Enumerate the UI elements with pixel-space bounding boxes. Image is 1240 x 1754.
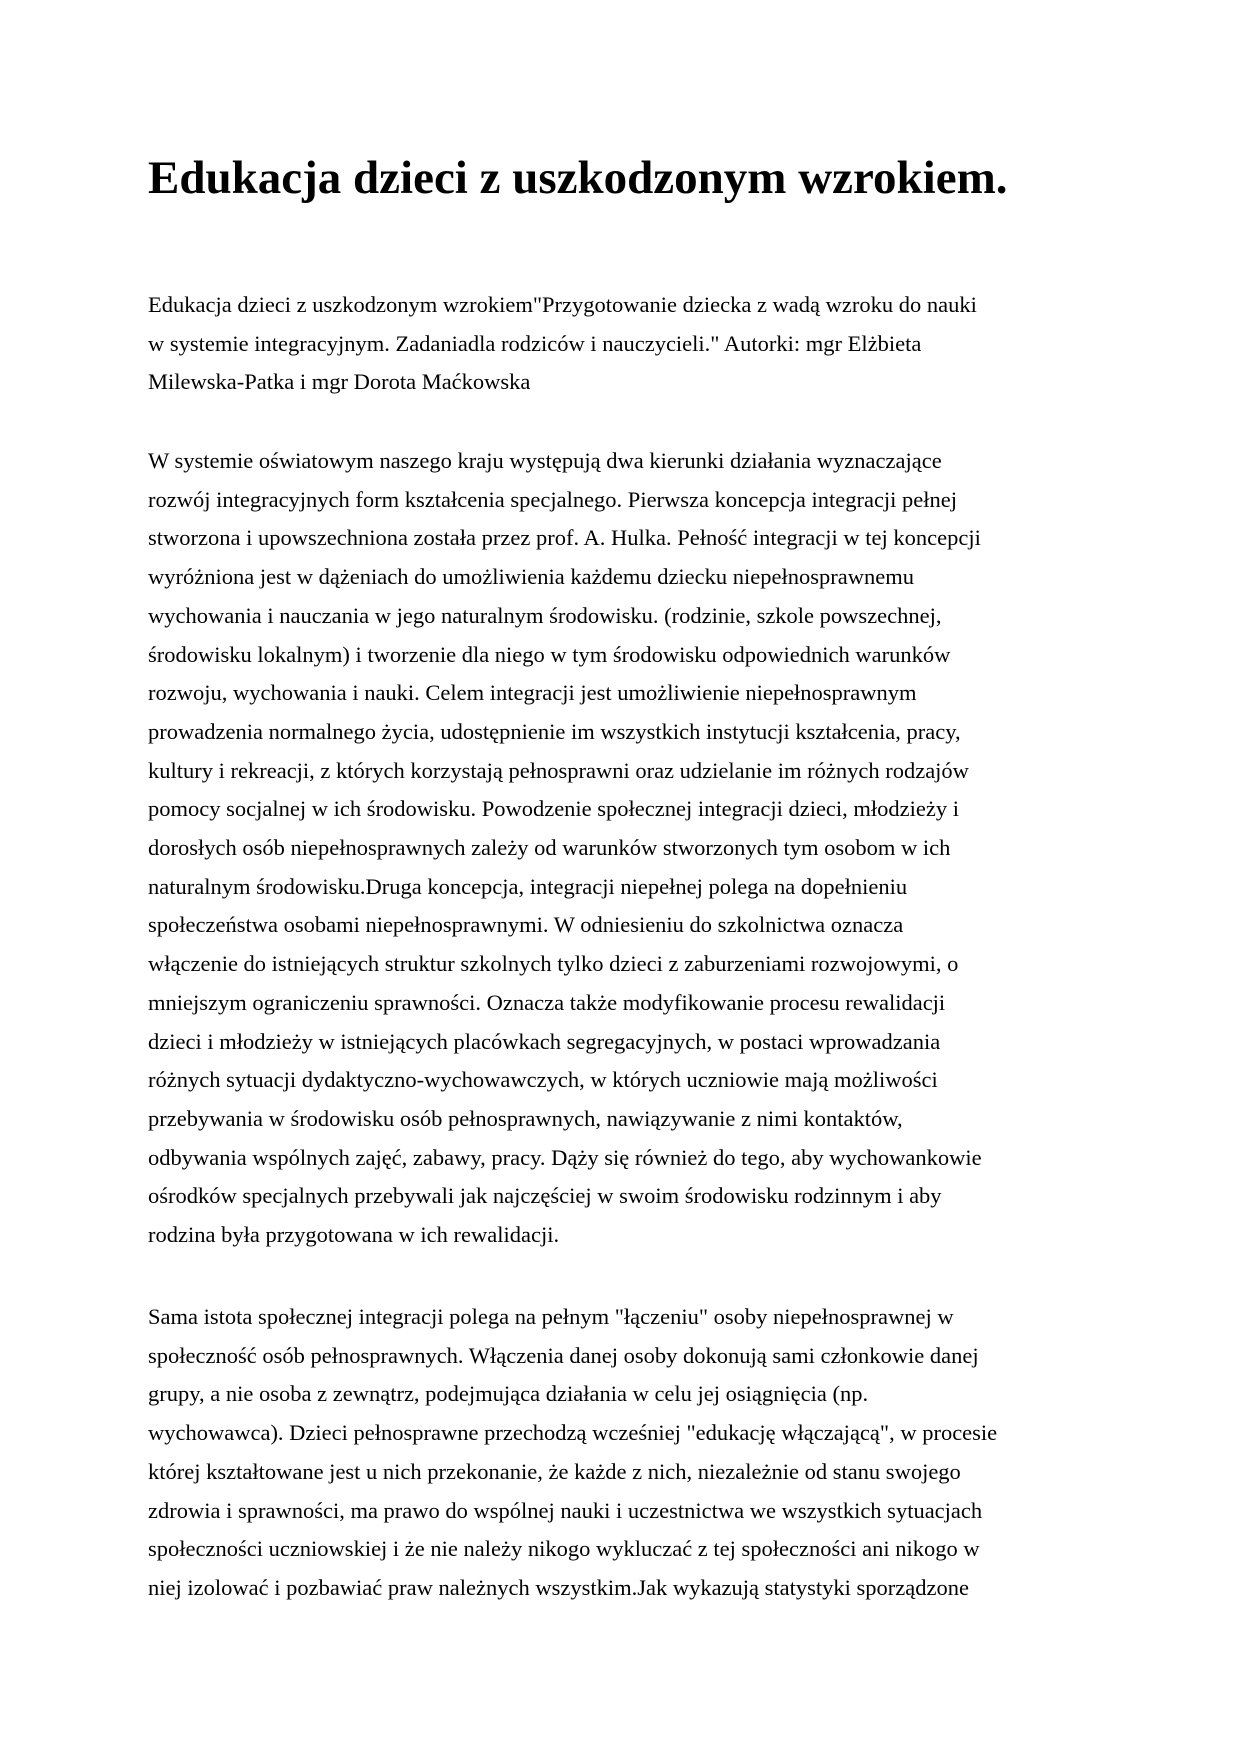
text-line: Sama istota społecznej integracji polega na pełnym "łączeniu" osoby niepełnosprawnej w — [148, 1304, 954, 1329]
paragraph-social-integration — [148, 1298, 1108, 1608]
text-line: rozwoju, wychowania i nauki. Celem integracji jest umożliwienie niepełnosprawnym — [148, 680, 917, 706]
paragraph-citation — [148, 286, 1108, 402]
paragraph-integration-concepts — [148, 442, 1108, 1255]
text-line: Edukacja dzieci z uszkodzonym wzrokiem"Przygotowanie dziecka z wadą wzroku do nauki — [148, 292, 977, 317]
text-line: ośrodków specjalnych przebywali jak najczęściej w swoim środowisku rodzinnym i aby — [148, 1183, 942, 1209]
text-line: wychowania i nauczania w jego naturalnym środowisku. (rodzinie, szkole powszechnej, — [148, 602, 942, 628]
text-line: dorosłych osób niepełnosprawnych zależy od warunków stworzonych tym osobom w ich — [148, 835, 951, 861]
text-line: naturalnym środowisku.Druga koncepcja, integracji niepełnej polega na dopełnieniu — [148, 873, 908, 899]
text-line: W systemie oświatowym naszego kraju występują dwa kierunki działania wyznaczające — [148, 448, 942, 473]
text-line: wychowawca). Dzieci pełnosprawne przechodzą wcześniej "edukację włączającą", w procesie — [148, 1420, 998, 1446]
text-line: której kształtowane jest u nich przekonanie, że każde z nich, niezależnie od stanu swojego — [148, 1458, 961, 1484]
text-line: w systemie integracyjnym. Zadaniadla rodziców i nauczycieli." Autorki: mgr Elżbieta — [148, 330, 922, 356]
text-line: wyróżniona jest w dążeniach do umożliwienia każdemu dziecku niepełnosprawnemu — [148, 564, 914, 590]
text-line: grupy, a nie osoba z zewnątrz, podejmująca działania w celu jej osiągnięcia (np. — [148, 1381, 869, 1407]
text-line: społeczność osób pełnosprawnych. Włączenia danej osoby dokonują sami członkowie danej — [148, 1342, 979, 1368]
text-line: dzieci i młodzieży w istniejących placówkach segregacyjnych, w postaci wprowadzania — [148, 1028, 941, 1054]
text-line: rodzina była przygotowana w ich rewalidacji. — [148, 1222, 560, 1248]
text-line: stworzona i upowszechniona została przez prof. A. Hulka. Pełność integracji w tej koncepcji — [148, 525, 981, 551]
text-line: różnych sytuacji dydaktyczno-wychowawczych, w których uczniowie mają możliwości — [148, 1067, 938, 1093]
text-line: środowisku lokalnym) i tworzenie dla niego w tym środowisku odpowiednich warunków — [148, 641, 951, 667]
text-line: społeczności uczniowskiej i że nie należy nikogo wykluczać z tej społeczności ani nikogo w — [148, 1536, 980, 1562]
page-title: Edukacja dzieci z uszkodzonym wzrokiem. — [148, 152, 1008, 204]
text-line: społeczeństwa osobami niepełnosprawnymi. W odniesieniu do szkolnictwa oznacza — [148, 912, 904, 938]
text-line: prowadzenia normalnego życia, udostępnienie im wszystkich instytucji kształcenia, pracy, — [148, 718, 961, 744]
text-line: kultury i rekreacji, z których korzystają pełnosprawni oraz udzielanie im różnych rodzajów — [148, 757, 969, 783]
text-line: Milewska-Patka i mgr Dorota Maćkowska — [148, 369, 531, 395]
text-line: niej izolować i pozbawiać praw należnych wszystkim.Jak wykazują statystyki sporządzone — [148, 1574, 969, 1600]
text-line: odbywania wspólnych zajęć, zabawy, pracy. Dąży się również do tego, aby wychowankowie — [148, 1144, 982, 1170]
text-line: mniejszym ograniczeniu sprawności. Oznacza także modyfikowanie procesu rewalidacji — [148, 989, 946, 1015]
text-line: pomocy socjalnej w ich środowisku. Powodzenie społecznej integracji dzieci, młodzieży i — [148, 796, 960, 822]
text-line: rozwój integracyjnych form kształcenia specjalnego. Pierwsza koncepcja integracji pełnej — [148, 486, 958, 512]
text-line: włączenie do istniejących struktur szkolnych tylko dzieci z zaburzeniami rozwojowymi, o — [148, 951, 959, 977]
text-line: zdrowia i sprawności, ma prawo do wspólnej nauki i uczestnictwa we wszystkich sytuacjach — [148, 1497, 983, 1523]
text-line: przebywania w środowisku osób pełnosprawnych, nawiązywanie z nimi kontaktów, — [148, 1105, 903, 1131]
